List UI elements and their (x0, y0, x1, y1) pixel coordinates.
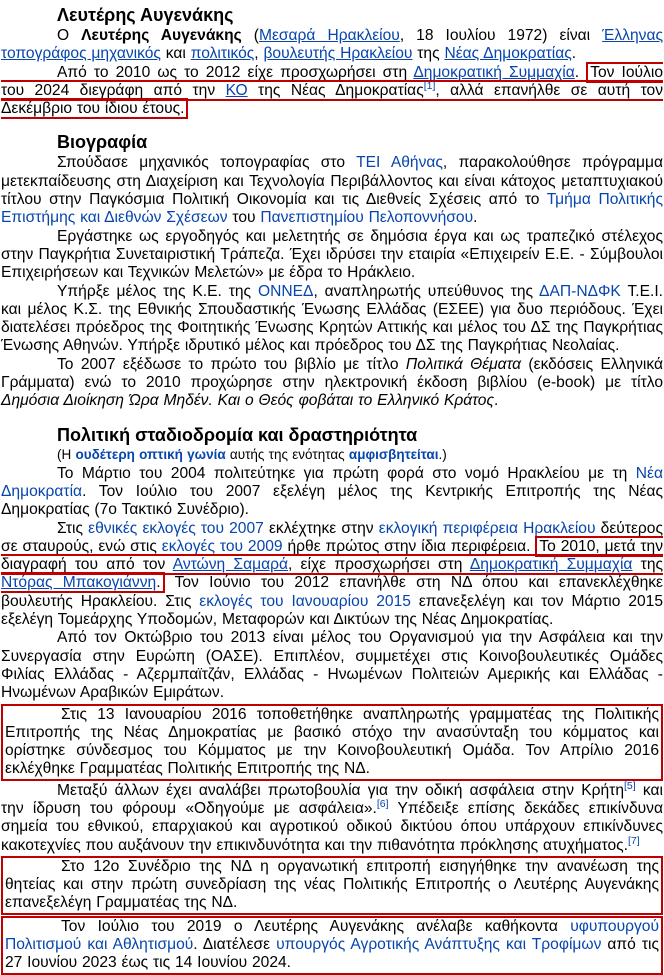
wiki-link[interactable]: ΤΕΙ Αθήνας (356, 154, 443, 172)
text-run: Από το 2010 ως το 2012 είχε προσχωρήσει στη (57, 63, 414, 81)
reference-superscript[interactable] (377, 798, 389, 810)
text-run: Τον Ιούλιο του 2019 ο Λευτέρης Αυγενάκης ανέλαβε καθήκοντα (61, 917, 571, 935)
reference-link[interactable]: [6] (376, 797, 389, 810)
wiki-link[interactable]: Δημοκρατική Συμμαχία (413, 63, 575, 81)
paragraph (1, 27, 663, 64)
wiki-link[interactable]: εθνικές εκλογές του 2007 (88, 519, 264, 537)
section-intro (1, 27, 663, 118)
paragraph (1, 228, 663, 283)
wiki-link[interactable]: Τμήμα Πολιτικής Επιστήμης και Διεθνών Σχέσεων (1, 191, 663, 227)
wiki-link[interactable]: Αντώνη Σαμαρά (172, 556, 288, 574)
neutrality-note (1, 447, 663, 463)
wiki-link[interactable]: ουδέτερη οπτική γωνία (75, 446, 226, 462)
wiki-link[interactable]: Μεσαρά Ηρακλείου (258, 27, 400, 44)
wiki-link[interactable]: τοπογράφος μηχανικός (1, 45, 161, 63)
text-run: Το 2010, μετά την διαγραφή του από τον (1, 537, 663, 574)
wiki-link[interactable]: εκλογική περιφέρεια Ηρακλείου (378, 519, 596, 537)
wiki-link[interactable]: Δημοκρατική Συμμαχία (469, 556, 633, 574)
wiki-link[interactable]: Έλληνας (602, 27, 663, 44)
text-run: του (227, 209, 261, 227)
text-run: Τον Ιούλιο του 2024 διεγράφη από την (1, 63, 664, 99)
text-run: . (574, 63, 587, 81)
text-run: και (160, 45, 191, 63)
text-run: Στις 13 Ιανουαρίου 2016 τοποθετήθηκε αναπληρωτής γραμματέας της Πολιτικής Επιτροπής της Νέας Δημοκρατίας με βασικό στόχο την ανασύνταξη του κόμματος και ορίστηκε σύνδεσμος του Κόμματος με την Κοινοβουλευτική Ομάδα. Τον Απρίλιο 2016 εκλέχθηκε Γραμματέας Πολιτικής Επιτροπής της ΝΔ. (5, 705, 659, 778)
text-run: αυτής της ενότητας (225, 446, 349, 462)
text-run: Υπέδειξε επίσης δεκάδες επικίνδυνα σημεία του εθνικού, επαρχιακού και αγροτικού οδικού δικτύου όπου υπάρχουν επικίνδυνες κακοτεχνίες που αυξάνουν την επικινδυνότητα και την πιθανότητα πρόκλησης ατυχήματος. (1, 799, 663, 854)
text-run: , είχε προσχωρήσει στη (287, 556, 470, 574)
text-run: (εκδόσεις Ελληνικά Γράμματα) ενώ το 2010 προχώρησε στην ηλεκτρονική έκδοση βιβλίου (e-book) με τίτλο (1, 355, 663, 392)
text-run: Ο (57, 27, 82, 44)
text-run: Τ.Ε.Ι. και μέλος Κ.Σ. της Εθνικής Σπουδαστικής Ένωσης Ελλάδας (ΕΣΕΕ) για δυο περιόδους. Έχει διατελέσει πρόεδρος της Φοιτητικής Ένωσης Κρητών Αττικής και μέλος του ΔΣ της Παγκρήτιας Ένωσης Αθηνών. Υπήρξε ιδρυτικό μέλος και πρόεδρος του ΔΣ της Παγκρήτιας Νεολαίας. (1, 282, 664, 355)
text-run: (Η (57, 446, 76, 462)
section-politics (1, 447, 663, 975)
paragraph (1, 465, 663, 520)
text-run: , 18 Ιουλίου 1972) είναι (399, 27, 603, 44)
text-run: .) (438, 446, 447, 462)
text-run: , αλλά επανήλθε σε αυτή τον Δεκέμβριο του ίδιου έτους. (1, 81, 663, 118)
wiki-link[interactable]: Νέα Δημοκρατία (1, 464, 663, 500)
wiki-link[interactable]: ΚΟ (225, 81, 248, 99)
text-run: , παρακολούθησε πρόγραμμα μετεκπαίδευσης στη Διαχείριση και Τεχνολογία Περιβάλλοντος και είναι κάτοχος μεταπτυχιακού τίτλου στην Παγκόσμια Πολιτική Οικονομία και τις Διεθνείς Σχέσεις από το (1, 154, 663, 209)
wiki-link[interactable]: ΟΝΝΕΔ (257, 282, 314, 300)
text-run: ( (241, 27, 259, 44)
text-run: Σπούδασε μηχανικός τοπογραφίας στο (57, 154, 357, 172)
text-run: της (632, 556, 664, 574)
reference-link[interactable]: [1] (423, 79, 436, 92)
wiki-link[interactable]: πολιτικός (190, 45, 255, 63)
text-run: επανεξελέγη και τον Μάρτιο 2015 εξελέγη Τομεάρχης Υποδομών, Μεταφορών και Δικτύων της Νέας Δημοκρατίας. (1, 592, 664, 629)
reference-superscript[interactable] (424, 80, 436, 92)
text-run: Στο 12ο Συνέδριο της ΝΔ η οργανωτική επιτροπή εισηγήθηκε την ανανέωση της θητείας και στην πρώτη συνεδρίαση της νέας Πολιτικής Επιτροπής ο Λευτέρης Αυγενάκης επανεξελέγη Γραμματέας της ΝΔ. (5, 857, 659, 912)
wiki-link[interactable]: αμφισβητείται (348, 446, 439, 462)
paragraph (1, 283, 663, 356)
text-run: Στις (57, 519, 89, 537)
article-title: Λευτέρης Αυγενάκης (57, 5, 234, 25)
paragraph (1, 779, 663, 855)
text-run: Τον Ιούνιο του 2012 επανήλθε στη ΝΔ όπου και επανεκλέχθηκε βουλευτής Ηρακλείου. Στις (1, 574, 663, 610)
bold-text: Λευτέρης Αυγενάκης (81, 27, 242, 44)
heading-politics: Πολιτική σταδιοδρομία και δραστηριότητα (57, 424, 418, 445)
text-run: . (156, 574, 161, 592)
text-run: . Διατέλεσε (193, 936, 277, 954)
wiki-link[interactable]: εκλογές του 2009 (161, 537, 283, 555)
text-run: Από τον Οκτώβριο του 2013 είναι μέλος του Οργανισμού για την Ασφάλεια και την Συνεργασία στην Ευρώπη (ΟΑΣΕ). Επιπλέον, συμμετέχει στις Κοινοβουλευτικές Ομάδες Φιλίας Ελλάδας - Αζερμπαϊτζάν, Ελλάδας - Ηνωμένων Πολιτειών Αμερικής και Ελλάδας - Ηνωμένων Αραβικών Εμιράτων. (1, 629, 663, 702)
text-run: . (571, 45, 577, 63)
paragraph (1, 356, 663, 411)
wiki-link[interactable]: βουλευτής Ηρακλείου (263, 45, 413, 63)
text-run: Εργάστηκε ως εργοδηγός και μελετητής σε δημόσια έργα και ως τραπεζικό στέλεχος στην Παγκρήτια Συνεταιριστική Τράπεζα. Έχει ιδρύσει την εταιρία «Επιχειρείν Ε.Ε. - Σύμβουλοι Επιχειρήσεων και Τεχνικών Μελετών» με έδρα το Ηράκλειο. (1, 227, 663, 282)
paragraph-red-boxed (1, 704, 663, 781)
text-run: . Τον Ιούλιο του 2007 εξελέγη μέλος της Κεντρικής Επιτροπής της Νέας Δημοκρατίας (7ο Τακτικό Συνέδριο). (1, 482, 663, 519)
text-run: εκλέχτηκε στην (263, 519, 379, 537)
paragraph-red-boxed (1, 856, 663, 915)
paragraph-red-boxed (1, 916, 663, 975)
wiki-link[interactable]: Νέας Δημοκρατίας (444, 45, 572, 63)
wiki-link[interactable]: Ντόρας Μπακογιάννη (1, 574, 157, 592)
paragraph (1, 629, 663, 702)
reference-link[interactable]: [5] (624, 779, 636, 792)
text-run: δεύτερος σε σταυρούς, ενώ στις (1, 519, 663, 555)
book-title-italic: Δημόσια Διοίκηση Ώρα Μηδέν. Και ο Θεός φοβάται το Ελληνικό Κράτος (1, 392, 495, 410)
text-run: ήρθε πρώτος στην ίδια περιφέρεια. (282, 537, 536, 555)
reference-superscript[interactable] (624, 780, 636, 792)
text-run: Το Μάρτιο του 2004 πολιτεύτηκε για πρώτη φορά στο νομό Ηρακλείου με τη (57, 464, 636, 482)
text-run: και την ίδρυση του φόρουμ «Οδηγούμε με ασφάλεια». (1, 781, 663, 817)
wiki-link[interactable]: ΔΑΠ-ΝΔΦΚ (539, 282, 621, 300)
heading-biography: Βιογραφία (57, 132, 148, 153)
wiki-link[interactable]: υπουργός Αγροτικής Ανάπτυξης και Τροφίμων (276, 936, 602, 954)
text-run: , αναπληρωτής υπεύθυνος της (313, 282, 540, 300)
wiki-link[interactable]: Πανεπιστημίου Πελοποννήσου (260, 209, 474, 227)
paragraph (1, 64, 663, 119)
text-run: από τις 27 Ιουνίου 2023 έως τις 14 Ιουνίου 2024. (5, 936, 660, 972)
wiki-link[interactable]: υφυπουργού Πολιτισμού και Αθλητισμού (5, 917, 659, 954)
text-run: Το 2007 εξέδωσε το πρώτο του βιβλίο με τίτλο (57, 355, 406, 373)
section-biography (1, 154, 663, 410)
text-run: . (473, 209, 478, 227)
book-title-italic: Πολιτικά Θέματα (405, 355, 522, 373)
text-run: της Νέας Δημοκρατίας (247, 81, 424, 99)
text-run: . (494, 392, 499, 410)
text-run: , (254, 45, 264, 63)
paragraph (1, 520, 663, 630)
text-run: Μεταξύ άλλων έχει αναλάβει πρωτοβουλία για την οδική ασφάλεια στην Κρήτη (57, 781, 625, 799)
paragraph (1, 154, 663, 227)
reference-link[interactable]: [7] (628, 834, 640, 847)
text-run: Υπήρξε μέλος της Κ.Ε. της (57, 282, 258, 300)
wiki-link[interactable]: εκλογές του Ιανουαρίου 2015 (199, 592, 411, 610)
reference-superscript[interactable] (628, 834, 640, 846)
text-run: της (412, 45, 445, 63)
